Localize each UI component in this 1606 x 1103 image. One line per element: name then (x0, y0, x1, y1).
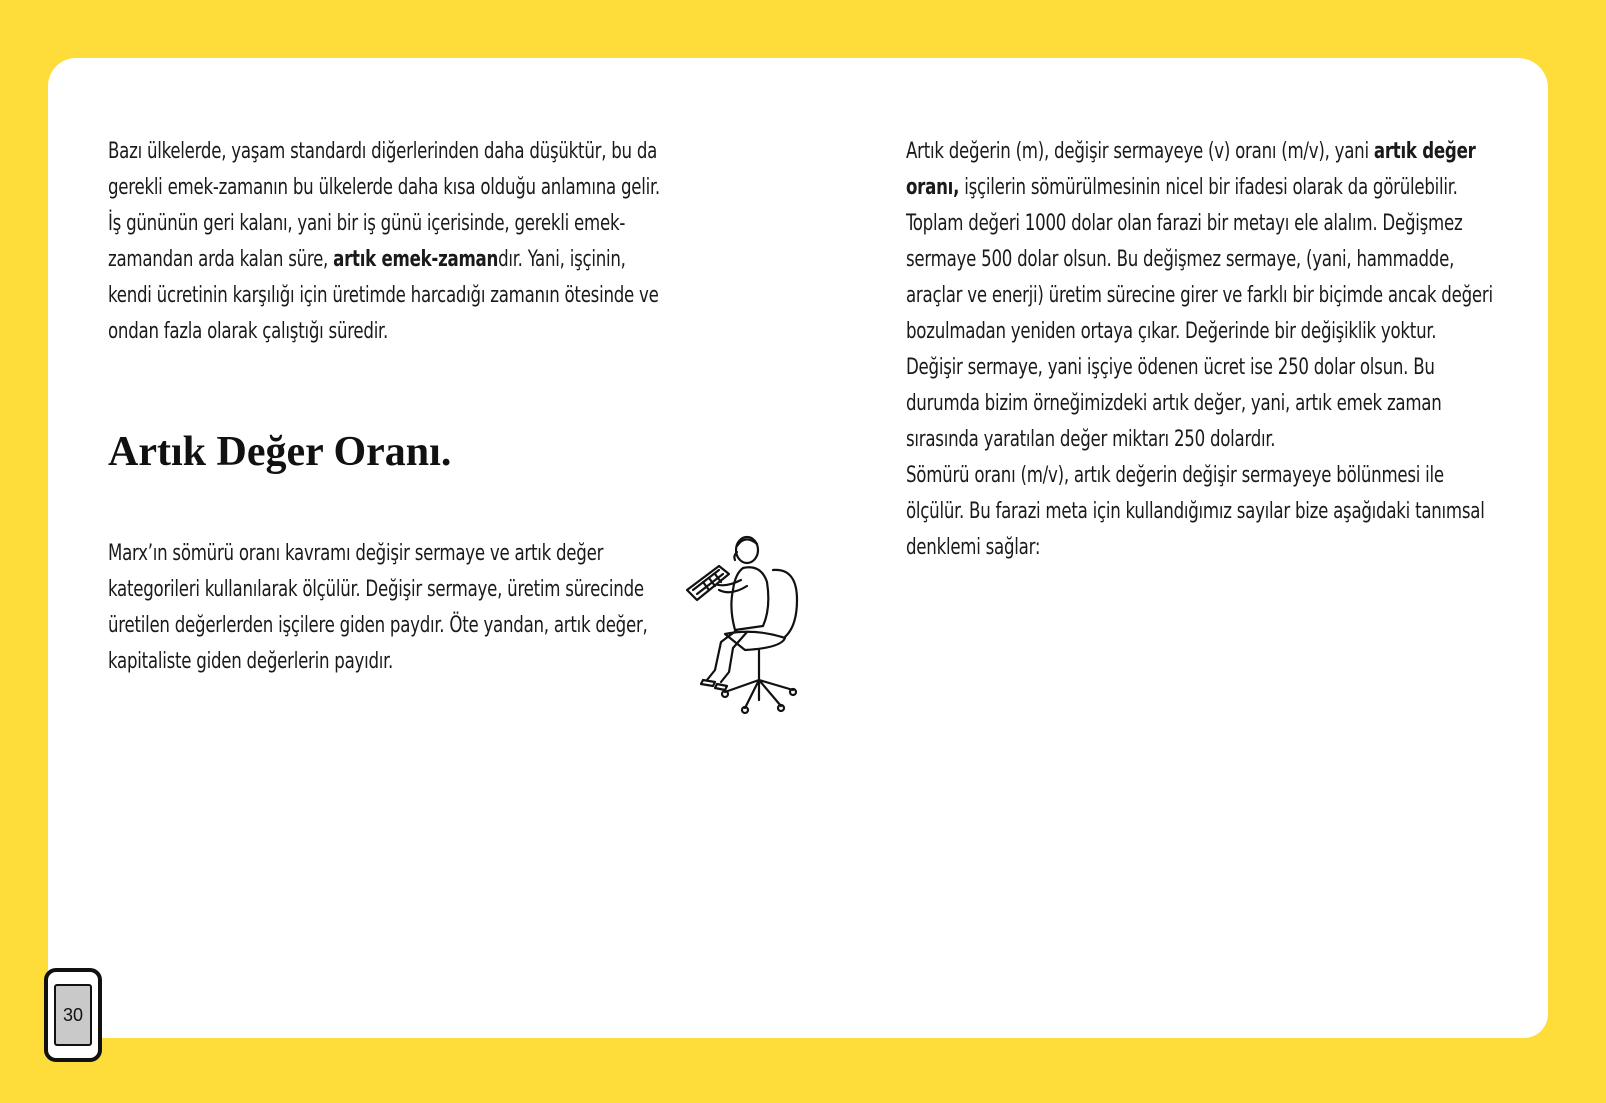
example-paragraph: Toplam değeri 1000 dolar olan farazi bir metayı ele alalım. Değişmez sermaye 500 dolar olsun. Bu değişmez sermaye, (yani, hammadde, araçlar ve enerji) üretim sürecine girer ve farklı bir biçimde ancak değeri bozulmadan yeniden ortaya çıkar. Değerinde bir değişiklik yoktur. Değişir sermaye, yani işçiye ödenen ücret ise 250 dolar olsun. Bu durumda bizim örneğimizdeki artık değer, yani, artık emek zaman sırasında yaratılan değer miktarı 250 dolardır. (906, 211, 1493, 452)
term-surplus-labour: artık emek-zaman (333, 247, 499, 272)
intro-paragraph: Bazı ülkelerde, yaşam standardı diğerlerinden daha düşüktür, bu da gerekli emek-zamanın bu ülkelerde daha kısa olduğu anlamına gelir. İş gününün geri kalanı, yani bir iş günü içerisinde, gerekli emek-zamandan arda kalan süre, artık emek-zamandır. Yani, işçinin, kendi ücretinin karşılığı için üretimde harcadığı zamanın ötesinde ve ondan fazla olarak çalıştığı süredir. (108, 139, 660, 344)
page-number: 30 (54, 984, 92, 1046)
exploitation-rate-paragraph: Sömürü oranı (m/v), artık değerin değişir sermayeye bölünmesi ile ölçülür. Bu farazi meta için kullandığımız sayılar bize aşağıdaki tanımsal denklemi sağlar: (906, 463, 1485, 560)
term-rate-of-surplus-value: artık değer oranı, (906, 139, 1476, 200)
worker-at-keyboard-icon (685, 530, 815, 715)
tablet-icon (44, 968, 102, 1062)
marx-paragraph: Marx’ın sömürü oranı kavramı değişir sermaye ve artık değer kategorileri kullanılarak ölçülür. Değişir sermaye, üretim sürecinde üretilen değerlerden işçilere giden paydır. Öte yandan, artık değer, kapitaliste giden değerlerin payıdır. (108, 541, 648, 674)
left-column (108, 134, 668, 350)
rate-definition-paragraph: Artık değerin (m), değişir sermayeye (v) oranı (m/v), yani artık değer oranı, işçilerin sömürülmesinin nicel bir ifadesi olarak da görülebilir. (906, 139, 1476, 200)
right-column (906, 134, 1526, 566)
marx-paragraph-wrap (108, 536, 668, 680)
section-heading: Artık Değer Oranı. (108, 429, 452, 475)
